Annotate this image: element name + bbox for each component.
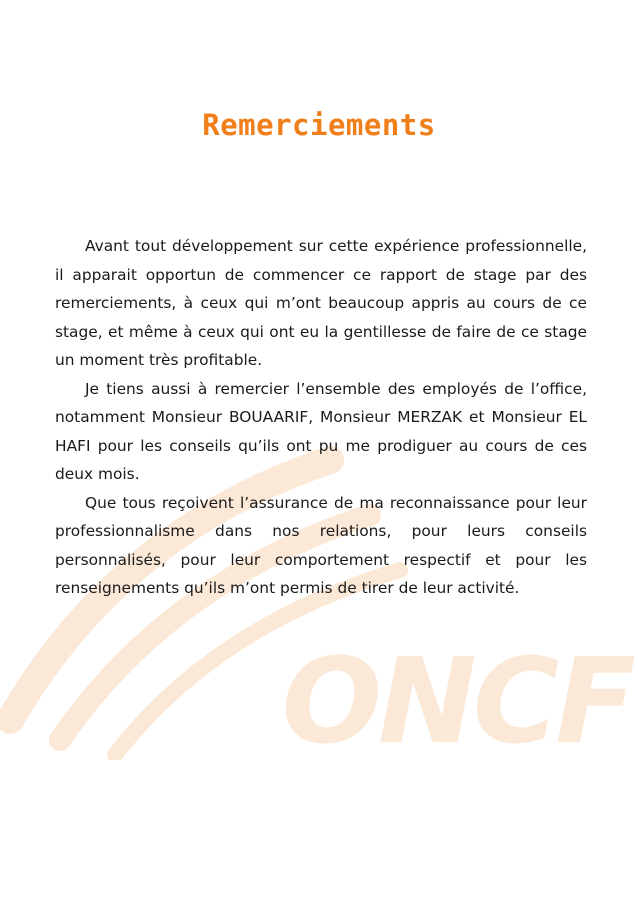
paragraph-gratitude: Que tous reçoivent l’assurance de ma reconnaissance pour leur professionnalisme dans nos relations, pour leurs conseils personnalisés, pour leur comportement respectif et pour les renseignements qu’ils m’ont permis de tirer de leur activité.	[55, 493, 587, 597]
watermark-text: ONCF	[281, 632, 632, 760]
page-title: Remerciements	[202, 108, 436, 142]
paragraph-intro: Avant tout développement sur cette expérience professionnelle, il apparait opportun de commencer ce rapport de stage par des remerciements, à ceux qui m’ont beaucoup appris au cours de ce stage, et même à ceux qui ont eu la gentillesse de faire de ce stage un moment très profitable.	[55, 237, 587, 369]
acknowledgements-body	[55, 232, 587, 603]
paragraph-thanks-staff: Je tiens aussi à remercier l’ensemble des employés de l’office, notamment Monsieur BOUAARIF, Monsieur MERZAK et Monsieur EL HAFI pour les conseils qu’ils ont pu me prodiguer au cours de ces deux mois.	[55, 379, 587, 483]
